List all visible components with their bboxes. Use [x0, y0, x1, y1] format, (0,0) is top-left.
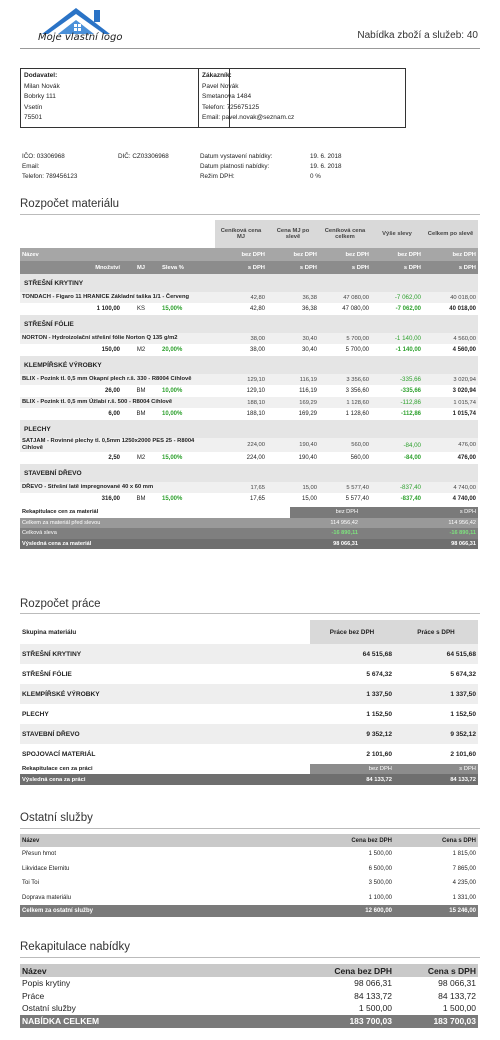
price-unit-disc: 15,00	[302, 484, 317, 491]
work-section-divider	[20, 613, 480, 614]
discount-header: Sleva %	[160, 261, 215, 274]
price-total: 47 080,00	[343, 294, 369, 301]
before-label: Celkem za materiál před slevou	[20, 518, 290, 529]
service-a: 6 500,00	[368, 865, 392, 872]
summary-total-2: 183 700,03	[394, 1015, 478, 1028]
item-unit: M2	[136, 455, 146, 461]
customer-name: Pavel Novák	[202, 82, 239, 90]
services-col2-header: Cena s DPH	[394, 834, 478, 847]
price-unit-disc-vat: 190,40	[298, 455, 317, 461]
price-unit-disc: 116,19	[299, 376, 317, 383]
summary-total-label: NABÍDKA CELKEM	[20, 1015, 310, 1028]
supplier-meta	[22, 152, 77, 182]
work-row-a: 64 515,68	[310, 644, 394, 664]
price-total-vat: 5 577,40	[345, 496, 369, 502]
total-after-disc: 3 020,94	[453, 376, 476, 383]
summary-col1-header: Cena bez DPH	[310, 964, 394, 977]
final-2: 98 066,31	[360, 539, 478, 550]
price-unit-vat: 38,00	[249, 347, 265, 353]
work-row-b: 1 152,50	[450, 710, 476, 718]
summary-section-title: Rekapitulace nabídky	[20, 941, 130, 953]
work-section-title: Rozpočet práce	[20, 598, 101, 610]
discount-label: Celková sleva	[20, 528, 290, 539]
total-after-disc: 1 015,74	[453, 399, 476, 406]
group-name: STŘEŠNÍ FÓLIE	[20, 315, 478, 333]
recap-col1: bez DPH	[290, 507, 360, 518]
recap-label: Rekapitulace cen za materiál	[22, 509, 99, 516]
ico: IČO: 03306968	[22, 153, 65, 160]
price-unit: 17,65	[250, 484, 265, 491]
qty-header: Množství	[20, 261, 122, 274]
material-recap	[20, 507, 478, 549]
item-unit: BM	[136, 496, 146, 502]
services-total-2: 15 246,00	[394, 905, 478, 917]
summary-row-a: 98 066,31	[354, 978, 392, 989]
work-name-header: Skupina materiálu	[22, 628, 77, 636]
supplier-street: Bobrky 111	[24, 93, 56, 100]
work-row-b: 1 337,50	[394, 684, 478, 704]
vat-mode: 0 %	[310, 173, 321, 180]
total-after-disc: 4 560,00	[453, 335, 476, 342]
services-section-title: Ostatní služby	[20, 812, 93, 824]
unit-header: bez DPH	[267, 248, 319, 261]
final-1: 98 066,31	[290, 539, 360, 550]
services-name-header: Název	[20, 834, 310, 847]
work-row-a: 5 674,32	[366, 670, 392, 678]
summary-row-name: Popis krytiny	[22, 978, 71, 989]
supplier-phone: Telefon: 789456123	[22, 173, 78, 180]
header-divider	[20, 48, 480, 49]
unit-header: bez DPH	[371, 248, 423, 261]
price-unit: 188,10	[247, 399, 265, 406]
vat-header: s DPH	[319, 261, 371, 274]
item-discount-pct: 15,00%	[162, 455, 183, 461]
dic: DIČ: CZ03306968	[118, 153, 169, 160]
item-unit: M2	[136, 347, 146, 353]
services-section-divider	[20, 828, 480, 829]
price-unit: 38,00	[250, 335, 265, 342]
logo-text: Moje vlastní logo	[38, 32, 123, 43]
work-table	[20, 620, 478, 785]
vat-label: Režim DPH:	[200, 173, 235, 180]
summary-total-1: 183 700,03	[310, 1015, 394, 1028]
group-name: KLEMPÍŘSKÉ VÝROBKY	[20, 356, 478, 374]
group-name: PLECHY	[20, 420, 478, 438]
work-recap-label: Rekapitulace cen za práci	[22, 766, 93, 772]
dates-labels	[200, 152, 272, 182]
customer-street: Smetanova 1484	[202, 93, 252, 100]
work-row-a: 1 337,50	[310, 684, 394, 704]
price-unit: 224,00	[247, 442, 265, 448]
discount-amount-vat: -112,86	[400, 411, 421, 417]
work-final-1: 84 133,72	[310, 774, 394, 785]
supplier-email: Email:	[22, 163, 40, 170]
vat-header: s DPH	[423, 261, 478, 274]
summary-row-name: Práce	[22, 990, 45, 1001]
work-row-name: STAVEBNÍ DŘEVO	[20, 724, 310, 744]
summary-table	[20, 964, 478, 1028]
services-table	[20, 834, 478, 917]
price-unit-disc-vat: 116,19	[299, 388, 317, 394]
material-section-title: Rozpočet materiálu	[20, 198, 120, 210]
valid-date: 19. 6. 2018	[310, 163, 342, 170]
item-qty: 2,50	[108, 455, 120, 461]
discount-1: -16 890,11	[290, 528, 360, 539]
group-name: STŘEŠNÍ KRYTINY	[20, 274, 478, 292]
discount-amount: -84,00	[403, 441, 421, 449]
item-name: SATJAM - Rovinné plechy tl. 0,5mm 1250x2000 PES 25 - R8004 Cihlově	[22, 438, 195, 451]
price-unit-vat: 224,00	[246, 455, 265, 461]
total-after-disc-vat: 40 018,00	[449, 306, 476, 312]
price-total: 3 356,60	[346, 376, 369, 383]
work-row-a: 1 152,50	[366, 710, 392, 718]
price-unit: 42,80	[250, 294, 265, 301]
item-qty: 26,00	[104, 388, 120, 394]
item-unit: BM	[136, 411, 146, 417]
price-total-vat: 3 356,60	[345, 388, 369, 394]
discount-amount: -335,66	[400, 376, 421, 383]
summary-row-a: 84 133,72	[354, 990, 392, 1001]
vat-header: s DPH	[371, 261, 423, 274]
before-1: 114 956,42	[290, 518, 360, 529]
price-unit-disc-vat: 15,00	[301, 496, 317, 502]
work-col2-header: Práce s DPH	[394, 620, 478, 644]
service-name: Toi Toi	[22, 880, 39, 887]
services-total-1: 12 600,00	[310, 905, 394, 917]
col-header: Cena MJ po slevě	[267, 220, 319, 248]
total-after-disc: 40 018,00	[450, 294, 476, 301]
price-unit-disc: 190,40	[299, 442, 317, 448]
discount-2: -16 890,11	[360, 528, 478, 539]
price-total: 5 577,40	[346, 484, 369, 491]
recap-col2: s DPH	[360, 507, 478, 518]
work-row-b: 64 515,68	[394, 644, 478, 664]
item-unit: BM	[136, 388, 146, 394]
discount-amount-vat: -7 062,00	[395, 306, 421, 312]
service-a: 3 500,00	[368, 880, 392, 887]
col-header: Celkem po slevě	[423, 220, 478, 248]
price-unit-disc-vat: 30,40	[301, 347, 317, 353]
total-after-disc-vat: 476,00	[457, 455, 476, 461]
issued-date: 19. 6. 2018	[310, 153, 342, 160]
summary-section-divider	[20, 957, 480, 958]
col-header: Výše slevy	[371, 220, 423, 248]
price-total-vat: 560,00	[350, 455, 369, 461]
service-name: Doprava materiálu	[22, 894, 72, 901]
discount-amount-vat: -335,66	[400, 388, 421, 394]
unit-header: bez DPH	[319, 248, 371, 261]
service-b: 1 331,00	[452, 894, 476, 901]
dates-values	[310, 152, 342, 182]
price-unit-disc-vat: 36,38	[301, 306, 317, 312]
services-col1-header: Cena bez DPH	[310, 834, 394, 847]
customer-phone: Telefon: 725675125	[202, 103, 260, 111]
discount-amount-vat: -837,40	[400, 496, 421, 502]
price-unit: 129,10	[247, 376, 265, 383]
mj-header: MJ	[122, 261, 160, 274]
item-name: NORTON - Hydroizolační střešní fólie Norton Q 135 g/m2	[22, 335, 178, 341]
work-row-name: KLEMPÍŘSKÉ VÝROBKY	[20, 684, 310, 704]
price-unit-disc: 30,40	[302, 335, 317, 342]
total-after-disc-vat: 3 020,94	[452, 388, 476, 394]
unit-header: bez DPH	[423, 248, 478, 261]
final-label: Výsledná cena za materiál	[20, 539, 290, 550]
price-total-vat: 1 128,60	[345, 411, 369, 417]
item-qty: 316,00	[101, 496, 120, 502]
work-row-a: 2 101,60	[366, 750, 392, 758]
work-recap-c2: s DPH	[394, 764, 478, 774]
material-table	[20, 220, 478, 549]
price-unit-disc-vat: 169,29	[298, 411, 317, 417]
price-total: 1 128,60	[346, 399, 369, 406]
document-title: Nabídka zboží a služeb: 40	[357, 30, 478, 41]
work-recap-c1: bez DPH	[310, 764, 394, 774]
summary-row-b: 84 133,72	[438, 990, 476, 1001]
supplier-city: Vsetín	[24, 103, 43, 111]
service-a: 1 100,00	[368, 894, 392, 901]
work-final-2: 84 133,72	[394, 774, 478, 785]
summary-row-a: 1 500,00	[358, 1003, 392, 1014]
price-total: 5 700,00	[346, 335, 369, 342]
work-row-b: 2 101,60	[450, 750, 476, 758]
discount-amount: -112,86	[400, 399, 421, 406]
item-name: DŘEVO - Střešní latě impregnované 40 x 60 mm	[22, 484, 154, 490]
supplier-name: Milan Novák	[24, 82, 60, 90]
item-name: TONDACH - Figaro 11 HRANICE Základní taška 1/1 - Červeng	[22, 294, 190, 300]
service-name: Přesun hmot	[22, 851, 57, 858]
material-section-divider	[20, 214, 480, 215]
customer-email: Email: pavel.novak@seznam.cz	[202, 114, 295, 121]
total-after-disc: 4 740,00	[453, 484, 476, 491]
discount-amount: -7 062,00	[394, 294, 421, 301]
price-unit-vat: 188,10	[246, 411, 265, 417]
item-discount-pct: 15,00%	[162, 306, 183, 312]
total-after-disc-vat: 4 560,00	[452, 347, 476, 353]
service-b: 1 815,00	[452, 851, 476, 858]
customer-heading: Zákazník:	[202, 72, 232, 79]
work-col1-header: Práce bez DPH	[310, 620, 394, 644]
service-name: Likvidace Eternitu	[22, 865, 70, 872]
work-row-name: PLECHY	[22, 710, 49, 718]
col-header: Ceníková cena MJ	[215, 220, 267, 248]
price-unit-vat: 129,10	[246, 388, 265, 394]
item-discount-pct: 20,00%	[162, 347, 183, 353]
item-discount-pct: 15,00%	[162, 496, 183, 502]
work-row-b: 5 674,32	[450, 670, 476, 678]
price-total-vat: 47 080,00	[342, 306, 369, 312]
summary-row-name: Ostatní služby	[22, 1003, 76, 1014]
summary-col2-header: Cena s DPH	[394, 964, 478, 977]
work-row-a: 9 352,12	[310, 724, 394, 744]
services-total-label: Celkem za ostatní služby	[20, 905, 310, 917]
item-qty: 1 100,00	[96, 306, 120, 312]
work-row-name: SPOJOVACÍ MATERIÁL	[22, 750, 96, 758]
item-qty: 150,00	[101, 347, 120, 353]
work-row-b: 9 352,12	[394, 724, 478, 744]
supplier-heading: Dodavatel:	[24, 72, 58, 79]
discount-amount-vat: -1 140,00	[395, 347, 421, 353]
total-after-disc: 476,00	[458, 442, 476, 448]
item-name: BLIX - Pozink tl. 0,5 mm Okapní plech r.š. 330 - R8004 Cihlově	[22, 376, 192, 382]
discount-amount: -837,40	[400, 484, 421, 491]
before-2: 114 956,42	[360, 518, 478, 529]
price-unit-vat: 17,65	[249, 496, 265, 502]
vat-header: s DPH	[215, 261, 267, 274]
service-b: 4 235,00	[452, 880, 476, 887]
valid-label: Datum platnosti nabídky:	[200, 163, 270, 170]
discount-amount: -1 140,00	[394, 335, 421, 342]
group-name: STAVEBNÍ DŘEVO	[20, 464, 478, 482]
price-total: 560,00	[351, 442, 369, 448]
price-total-vat: 5 700,00	[345, 347, 369, 353]
supplier-zip: 75501	[24, 114, 43, 121]
item-qty: 6,00	[108, 411, 120, 417]
vat-header: s DPH	[267, 261, 319, 274]
customer-box	[198, 68, 406, 128]
item-discount-pct: 10,00%	[162, 388, 183, 394]
discount-amount-vat: -84,00	[403, 455, 421, 461]
service-a: 1 500,00	[368, 851, 392, 858]
item-unit: KS	[136, 306, 145, 312]
service-b: 7 865,00	[452, 865, 476, 872]
price-unit-disc: 169,29	[299, 399, 317, 406]
work-final-label: Výsledná cena za práci	[20, 774, 310, 785]
summary-name-header: Název	[20, 964, 310, 977]
price-unit-disc: 36,38	[302, 294, 317, 301]
work-row-name: STŘEŠNÍ KRYTINY	[20, 644, 310, 664]
item-discount-pct: 10,00%	[162, 411, 183, 417]
unit-header: bez DPH	[215, 248, 267, 261]
total-after-disc-vat: 1 015,74	[452, 411, 476, 417]
price-unit-vat: 42,80	[249, 306, 265, 312]
summary-row-b: 1 500,00	[442, 1003, 476, 1014]
total-after-disc-vat: 4 740,00	[452, 496, 476, 502]
issued-label: Datum vystavení nabídky:	[200, 153, 273, 160]
item-name: BLIX - Pozink tl. 0,5 mm Úžlabí r.š. 500 - R8004 Cihlově	[22, 399, 173, 405]
name-header: Název	[20, 248, 215, 261]
summary-row-b: 98 066,31	[438, 978, 476, 989]
col-header: Ceníková cena celkem	[319, 220, 371, 248]
work-row-name: STŘEŠNÍ FÓLIE	[22, 670, 72, 678]
